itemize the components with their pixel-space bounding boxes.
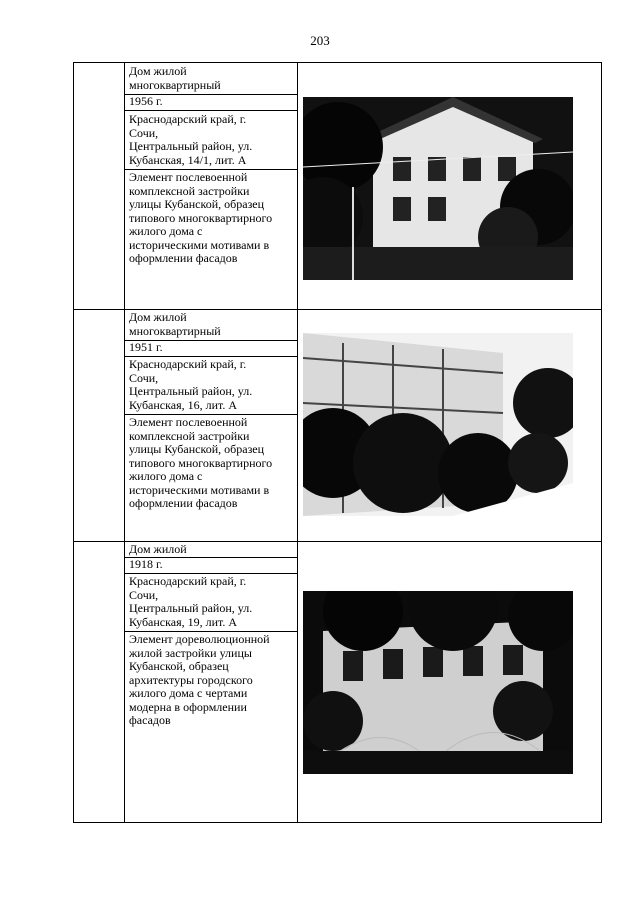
table-row	[74, 63, 601, 309]
heritage-objects-table	[73, 62, 602, 823]
object-name: Дом жилой	[125, 543, 297, 558]
page-number: 203	[310, 33, 330, 48]
object-description: Элемент послевоенной комплексной застройки улицы Кубанской, образец типового многоквартирного жилого дома с историческими мотивами в оформлении фасадов	[129, 170, 273, 265]
object-description: Элемент послевоенной комплексной застройки улицы Кубанской, образец типового многоквартирного жилого дома с историческими мотивами в оформлении фасадов	[129, 415, 273, 510]
building-photo	[303, 97, 573, 280]
object-year: 1918 г.	[125, 558, 297, 574]
object-name: Дом жилой многоквартирный	[125, 311, 297, 341]
object-description: Элемент дореволюционной жилой застройки улицы Кубанской, образец архитектуры городского жилого дома с чертами модерна в оформлении фасадов	[129, 632, 270, 727]
object-address: Краснодарский край, г. Сочи, Центральный район, ул. Кубанская, 14/1, лит. А	[125, 113, 297, 170]
object-address: Краснодарский край, г. Сочи, Центральный район, ул. Кубанская, 16, лит. А	[125, 358, 297, 415]
table-row	[74, 309, 601, 541]
building-photo	[303, 333, 573, 516]
object-address: Краснодарский край, г. Сочи, Центральный район, ул. Кубанская, 19, лит. А	[125, 575, 297, 632]
object-year: 1951 г.	[125, 341, 297, 357]
table-row	[74, 541, 601, 824]
object-name: Дом жилой многоквартирный	[125, 65, 297, 95]
object-year: 1956 г.	[125, 95, 297, 111]
building-photo	[303, 591, 573, 774]
